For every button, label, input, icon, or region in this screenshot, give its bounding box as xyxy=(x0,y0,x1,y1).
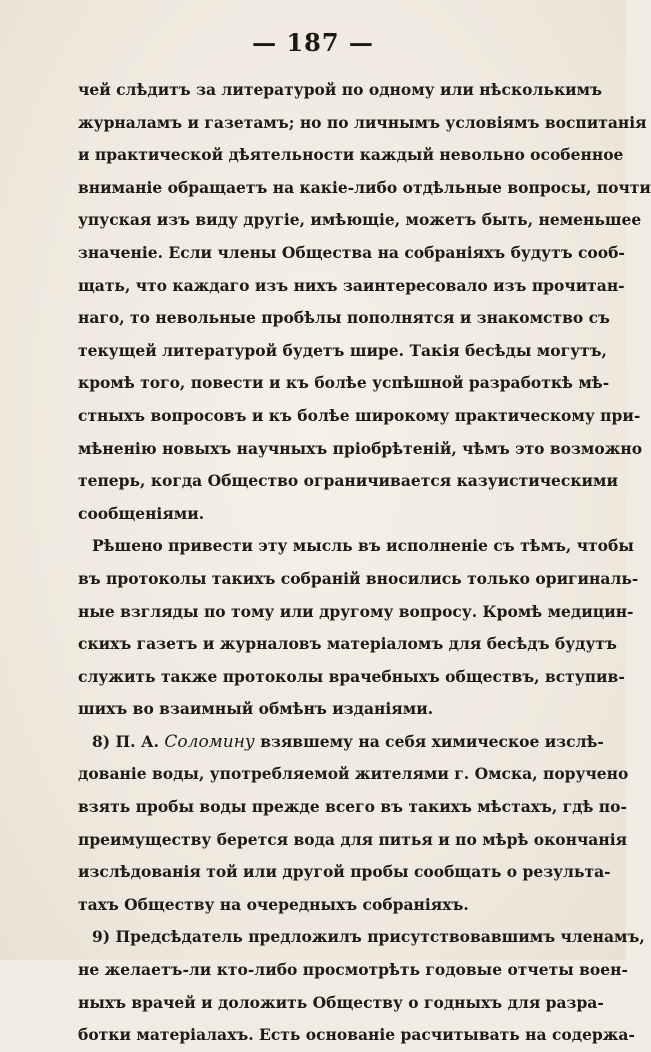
text-line: ботки матеріалахъ. Есть основаніе расчитывать на содержа- xyxy=(78,1025,635,1045)
text-line: значеніе. Если члены Общества на собраніяхъ будутъ сооб- xyxy=(78,242,625,262)
text-line: кромѣ того, повести и къ болѣе успѣшной разработкѣ мѣ- xyxy=(78,373,610,393)
text-line: скихъ газетъ и журналовъ матеріаломъ для бесѣдъ будутъ xyxy=(78,634,617,654)
page-number: — 187 — xyxy=(252,28,374,57)
text-line: ные взгляды по тому или другому вопросу. Кромѣ медицин- xyxy=(78,601,634,621)
text-line: 9) Предсѣдатель предложилъ присутствовавшимъ членамъ, xyxy=(92,927,645,947)
person-name: Соломину xyxy=(164,731,255,752)
text-line: изслѣдованія той или другой пробы сообщать о результа- xyxy=(78,862,611,882)
text-line: Рѣшено привести эту мысль въ исполненіе съ тѣмъ, чтобы xyxy=(92,536,634,556)
text-line: преимуществу берется вода для питья и по мѣрѣ окончанія xyxy=(78,829,628,849)
text-line: тахъ Обществу на очередныхъ собраніяхъ. xyxy=(78,894,469,914)
text-line: шихъ во взаимный обмѣнъ изданіями. xyxy=(78,699,434,719)
text-line: теперь, когда Общество ограничивается казуистическими xyxy=(78,471,618,491)
text-line: въ протоколы такихъ собраній вносились только оригиналь- xyxy=(78,568,639,588)
text-line xyxy=(78,726,604,759)
text-fragment: взявшему на себя химическое изслѣ- xyxy=(260,731,604,751)
text-line: взять пробы воды прежде всего въ такихъ мѣстахъ, гдѣ по- xyxy=(78,797,627,817)
text-line: стныхъ вопросовъ и къ болѣе широкому практическому при- xyxy=(78,405,641,425)
text-line: чей слѣдитъ за литературой по одному или нѣсколькимъ xyxy=(78,80,603,99)
text-line: ныхъ врачей и доложить Обществу о годныхъ для разра- xyxy=(78,992,604,1012)
item-number-8: 8) П. А. xyxy=(92,731,159,751)
body-text xyxy=(78,74,651,1052)
text-line: и практической дѣятельности каждый невольно особенное xyxy=(78,145,624,165)
text-line: журналамъ и газетамъ; но по личнымъ условіямъ воспитанія xyxy=(78,112,647,132)
text-line: текущей литературой будетъ шире. Такія бесѣды могутъ, xyxy=(78,340,607,360)
text-line: наго, то невольные пробѣлы пополнятся и знакомство съ xyxy=(78,308,610,328)
text-line: не желаетъ-ли кто-либо просмотрѣть годовые отчеты воен- xyxy=(78,960,628,980)
text-line: сообщеніями. xyxy=(78,503,205,523)
text-line: упуская изъ виду другіе, имѣющіе, можетъ быть, неменьшее xyxy=(78,210,642,230)
text-line: вниманіе обращаетъ на какіе-либо отдѣльные вопросы, почти xyxy=(78,177,651,197)
text-line: служить также протоколы врачебныхъ обществъ, вступив- xyxy=(78,666,625,686)
text-line: дованіе воды, употребляемой жителями г. Омска, поручено xyxy=(78,764,629,784)
text-line: мѣненію новыхъ научныхъ пріобрѣтеній, чѣмъ это возможно xyxy=(78,438,643,458)
text-line: щать, что каждаго изъ нихъ заинтересовало изъ прочитан- xyxy=(78,275,625,295)
